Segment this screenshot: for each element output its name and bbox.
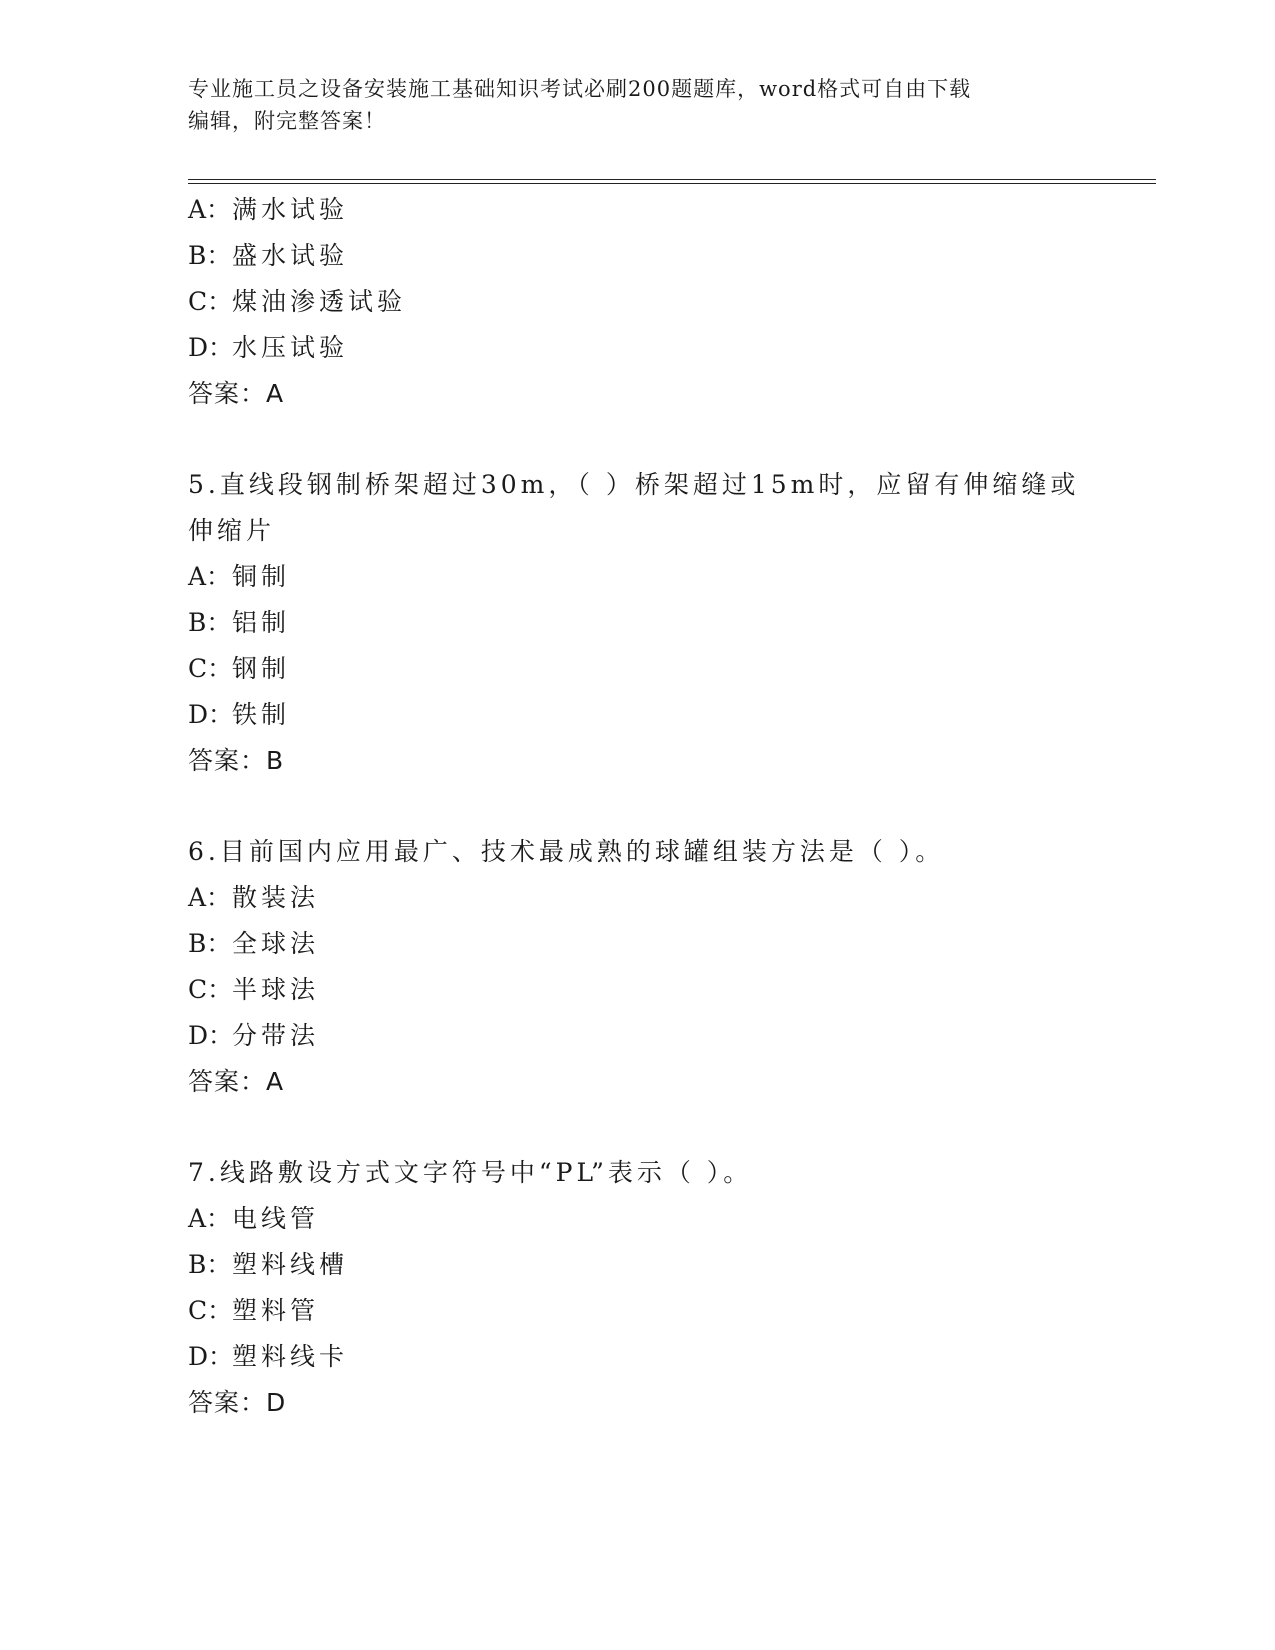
option-key: C： — [188, 654, 233, 683]
option-key: C： — [188, 975, 233, 1004]
answer-line: 答案：A — [188, 1067, 285, 1096]
option-a — [188, 554, 1088, 600]
option-text: 铜制 — [232, 562, 291, 591]
header-title-line-2: 编辑，附完整答案！ — [188, 109, 386, 133]
option-key: B： — [188, 929, 232, 958]
option-b — [188, 921, 1088, 967]
option-key: A： — [188, 562, 232, 591]
option-key: B： — [188, 1250, 232, 1279]
option-text: 分带法 — [232, 1021, 320, 1050]
option-b — [188, 233, 1088, 279]
option-key: C： — [188, 1296, 233, 1325]
option-d — [188, 692, 1088, 738]
question-stem — [188, 829, 1088, 875]
option-text: 散装法 — [232, 883, 320, 912]
option-d — [188, 325, 1088, 371]
option-key: A： — [188, 883, 232, 912]
option-text: 铝制 — [232, 608, 291, 637]
option-text: 塑料管 — [232, 1296, 320, 1325]
option-b — [188, 1242, 1088, 1288]
answer-line: 答案：B — [188, 746, 285, 775]
question-stem — [188, 462, 1088, 554]
question-stem-line-1: 5.直线段钢制桥架超过30m，（ ）桥架超过15m时，应留有伸缩缝或 — [188, 470, 1080, 499]
option-a — [188, 187, 1088, 233]
question-5 — [188, 462, 1088, 784]
header-divider-bottom — [188, 183, 1156, 184]
option-b — [188, 600, 1088, 646]
option-d — [188, 1013, 1088, 1059]
question-stem-line-2: 伸缩片 — [188, 516, 276, 545]
option-text: 铁制 — [232, 700, 291, 729]
header-divider-top — [188, 179, 1156, 180]
option-key: D： — [188, 1021, 234, 1050]
option-text: 电线管 — [232, 1204, 320, 1233]
option-c — [188, 279, 1088, 325]
option-text: 水压试验 — [232, 333, 349, 362]
option-text: 盛水试验 — [232, 241, 349, 270]
option-key: D： — [188, 333, 234, 362]
spacer — [188, 417, 1088, 462]
header-title-line-1: 专业施工员之设备安装施工基础知识考试必刷200题题库，word格式可自由下载 — [188, 77, 972, 101]
question-stem-line-1: 6.目前国内应用最广、技术最成熟的球罐组装方法是（ ）。 — [188, 837, 945, 866]
option-text: 满水试验 — [232, 195, 349, 224]
answer-line: 答案：D — [188, 1388, 287, 1417]
option-a — [188, 875, 1088, 921]
spacer — [188, 1105, 1088, 1150]
option-text: 钢制 — [232, 654, 291, 683]
option-key: D： — [188, 700, 234, 729]
question-stem-line-1: 7.线路敷设方式文字符号中“PL”表示（ ）。 — [188, 1158, 753, 1187]
answer-line: 答案：A — [188, 379, 285, 408]
option-key: C： — [188, 287, 233, 316]
option-key: B： — [188, 241, 232, 270]
option-key: A： — [188, 195, 232, 224]
question-list — [188, 187, 1088, 1426]
question-7 — [188, 1150, 1088, 1426]
option-key: B： — [188, 608, 232, 637]
document-header — [188, 73, 1088, 137]
option-text: 煤油渗透试验 — [232, 287, 407, 316]
question-6 — [188, 829, 1088, 1105]
option-c — [188, 646, 1088, 692]
question-4 — [188, 187, 1088, 417]
question-stem — [188, 1150, 1088, 1196]
option-text: 全球法 — [232, 929, 320, 958]
option-a — [188, 1196, 1088, 1242]
option-text: 半球法 — [232, 975, 320, 1004]
option-text: 塑料线槽 — [232, 1250, 349, 1279]
option-key: A： — [188, 1204, 232, 1233]
option-d — [188, 1334, 1088, 1380]
option-text: 塑料线卡 — [232, 1342, 349, 1371]
spacer — [188, 784, 1088, 829]
option-c — [188, 1288, 1088, 1334]
option-c — [188, 967, 1088, 1013]
option-key: D： — [188, 1342, 234, 1371]
